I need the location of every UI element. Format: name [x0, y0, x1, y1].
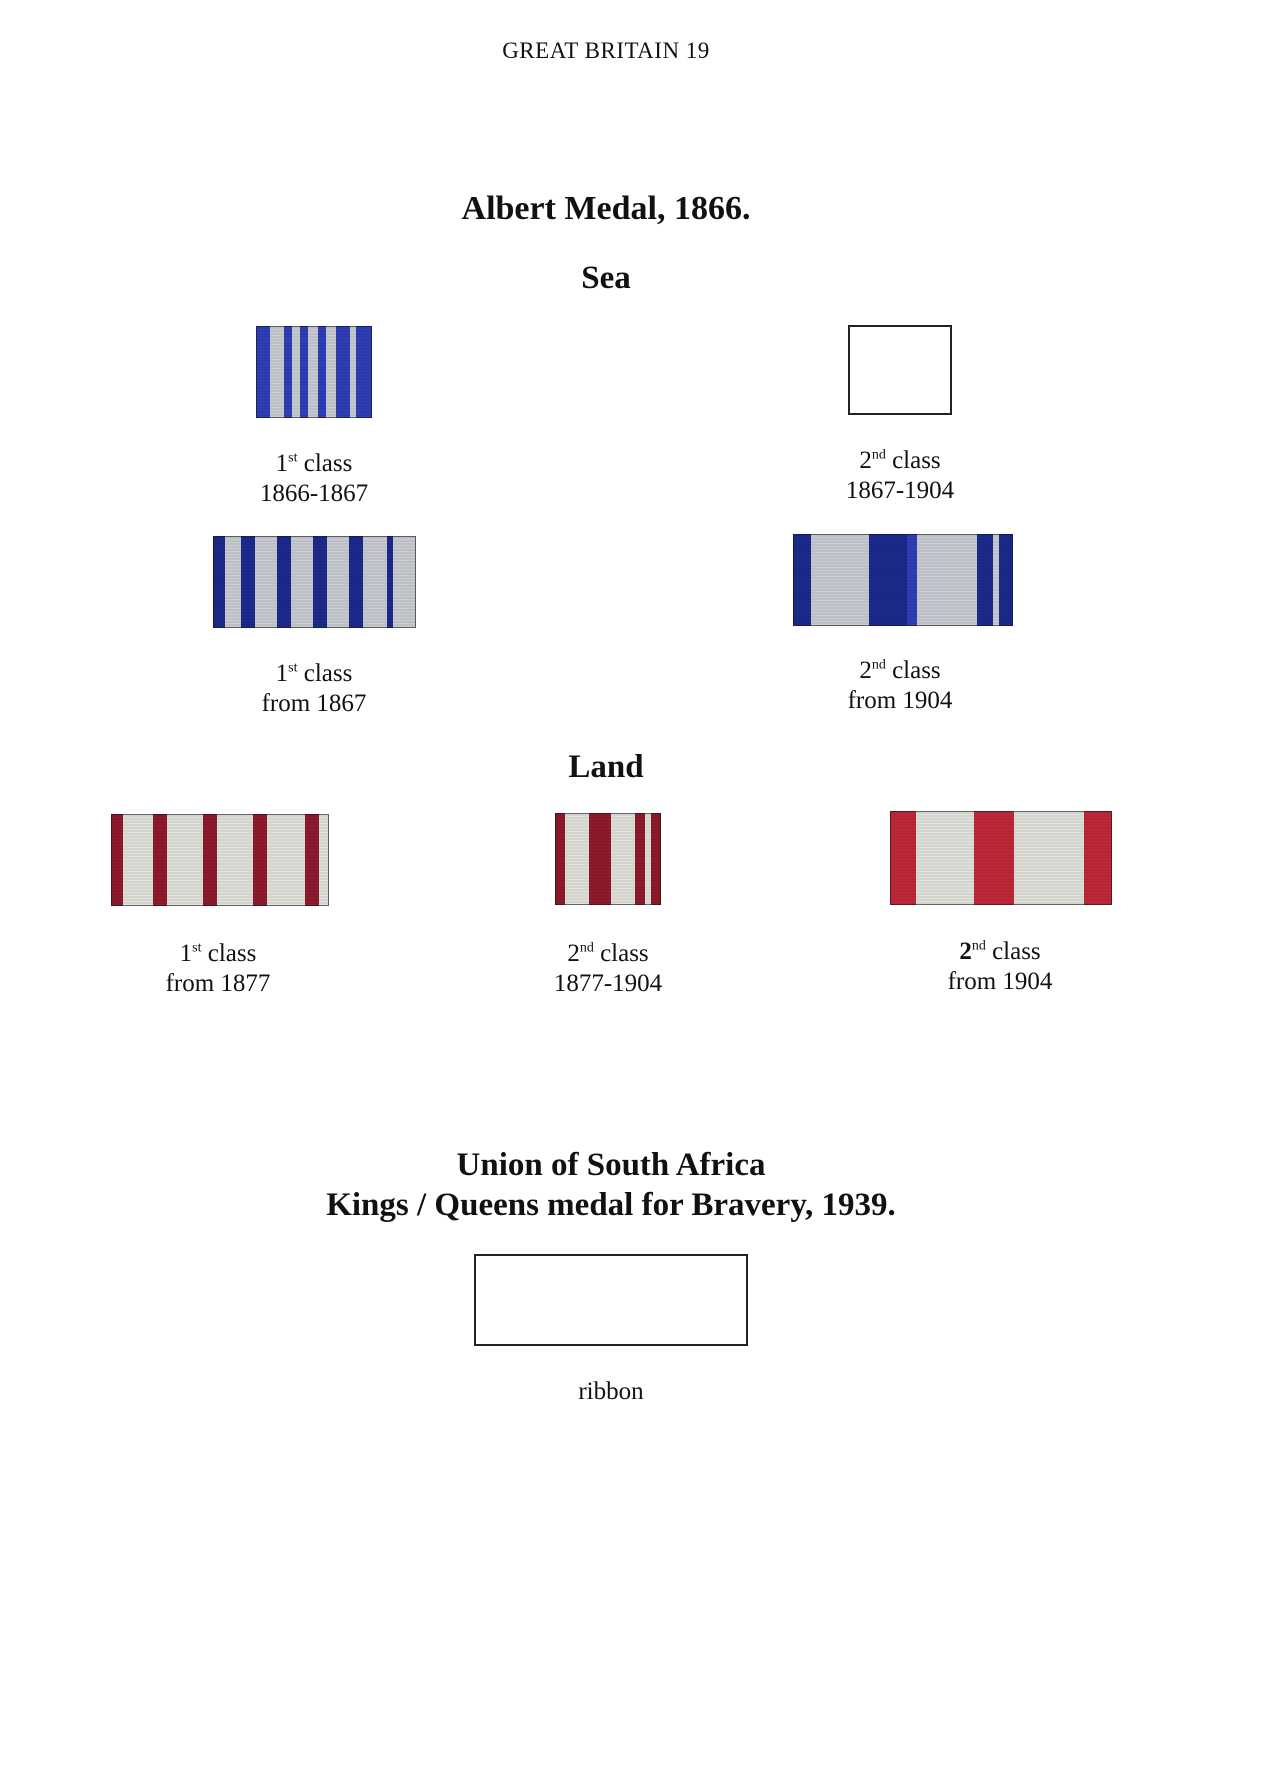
ribbon-land-2nd-1877 — [555, 813, 661, 905]
ribbon-bravery-empty — [474, 1254, 748, 1346]
ribbon-sea-1st-1866 — [256, 326, 372, 418]
caption-sea-2nd-1904: 2nd class from 1904 — [847, 657, 953, 714]
caption-sea-1st-1866: 1st class 1866-1867 — [259, 450, 369, 507]
caption-sea-1st-1867: 1st class from 1867 — [261, 660, 367, 717]
south-africa-title: Union of South Africa — [456, 1147, 766, 1183]
albert-medal-title: Albert Medal, 1866. — [461, 190, 751, 227]
ribbon-land-2nd-1904 — [890, 811, 1112, 905]
caption-land-2nd-1877: 2nd class 1877-1904 — [553, 940, 663, 997]
caption-land-1st-1877: 1st class from 1877 — [165, 940, 271, 997]
ribbon-sea-2nd-1904 — [793, 534, 1013, 626]
sea-heading: Sea — [581, 260, 631, 296]
caption-sea-2nd-1867: 2nd class 1867-1904 — [845, 447, 955, 504]
page-header: GREAT BRITAIN 19 — [502, 38, 710, 63]
caption-land-2nd-1904: 2nd class from 1904 — [947, 938, 1053, 995]
ribbon-caption: ribbon — [578, 1378, 644, 1405]
land-heading: Land — [568, 749, 644, 785]
ribbon-land-1st-1877 — [111, 814, 329, 906]
bravery-medal-title: Kings / Queens medal for Bravery, 1939. — [326, 1187, 896, 1223]
ribbon-sea-1st-1867 — [213, 536, 416, 628]
ribbon-sea-2nd-1867-empty — [848, 325, 952, 415]
